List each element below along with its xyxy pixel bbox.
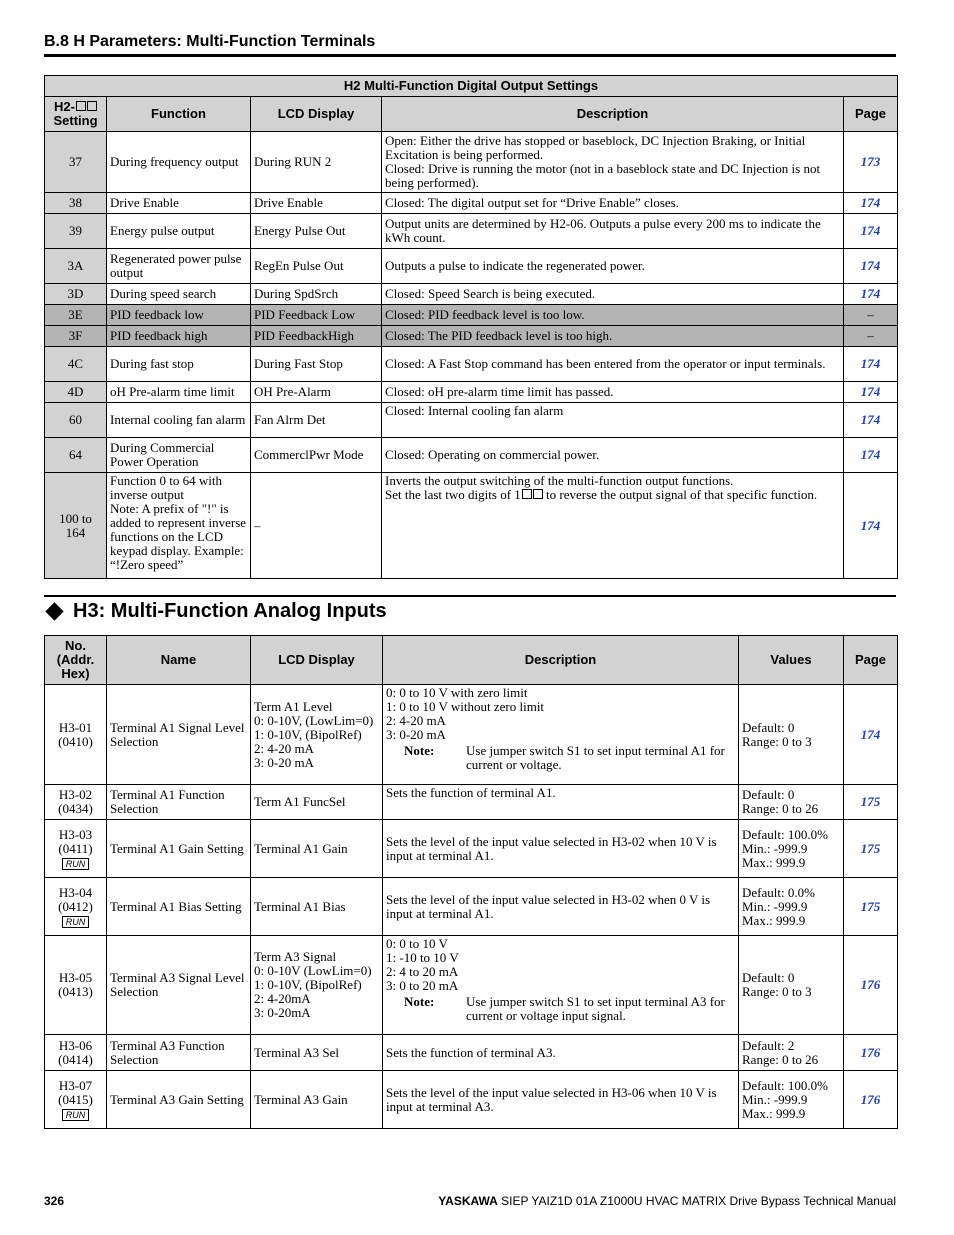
parameter-name: Terminal A1 Bias Setting: [107, 878, 251, 936]
h2-header-page: Page: [844, 97, 898, 132]
description: [383, 878, 739, 936]
setting-code: 3E: [45, 305, 107, 326]
description: [383, 820, 739, 878]
function-name: Drive Enable: [107, 193, 251, 214]
lcd-display: PID Feedback Low: [251, 305, 382, 326]
parameter-address: H3-06 (0414): [58, 1037, 93, 1067]
description: Closed: A Fast Stop command has been entered from the operator or input terminals.: [382, 347, 844, 382]
h3-header-values: Values: [739, 636, 844, 685]
description: Closed: Speed Search is being executed.: [382, 284, 844, 305]
page-link[interactable]: 176: [844, 1071, 898, 1129]
page-link[interactable]: 175: [844, 820, 898, 878]
table-row: [45, 193, 898, 214]
parameter-number: [45, 936, 107, 1035]
page-link[interactable]: 174: [844, 685, 898, 785]
function-name: Function 0 to 64 with inverse output Note: A prefix of "!" is added to represent inverse functions on the LCD keypad display. Example: “!Zero speed”: [107, 473, 251, 579]
parameter-name: Terminal A1 Function Selection: [107, 785, 251, 820]
description-text: Sets the level of the input value selected in H3-02 when 0 V is input at terminal A1.: [386, 891, 711, 921]
parameter-number: [45, 1035, 107, 1071]
box-placeholder-icon: [76, 101, 86, 111]
lcd-display: Terminal A1 Gain: [251, 820, 383, 878]
page-link: –: [844, 305, 898, 326]
parameter-number: [45, 785, 107, 820]
lcd-display: Term A1 FuncSel: [251, 785, 383, 820]
footer-manual: SIEP YAIZ1D 01A Z1000U HVAC MATRIX Drive Bypass Technical Manual: [497, 1194, 896, 1208]
section-header: B.8 H Parameters: Multi-Function Terminals: [44, 33, 376, 50]
section-rule: [44, 54, 896, 57]
description: [383, 1035, 739, 1071]
setting-code: 60: [45, 403, 107, 438]
lcd-display: During RUN 2: [251, 132, 382, 193]
parameter-number: [45, 878, 107, 936]
description: Output units are determined by H2-06. Outputs a pulse every 200 ms to indicate the kWh count.: [382, 214, 844, 249]
lcd-display: Terminal A1 Bias: [251, 878, 383, 936]
table-row: [45, 438, 898, 473]
page-link[interactable]: 174: [844, 347, 898, 382]
run-badge: RUN: [62, 858, 90, 870]
h2-header-function: Function: [107, 97, 251, 132]
box-placeholder-icon: [522, 489, 532, 499]
function-name: PID feedback low: [107, 305, 251, 326]
page-link[interactable]: 175: [844, 878, 898, 936]
footer-manual-title: [438, 1194, 896, 1208]
table-row: [45, 1071, 898, 1129]
function-name: Internal cooling fan alarm: [107, 403, 251, 438]
description: Closed: PID feedback level is too low.: [382, 305, 844, 326]
page-link[interactable]: 176: [844, 1035, 898, 1071]
table-row: [45, 685, 898, 785]
description-text: 0: 0 to 10 V with zero limit 1: 0 to 10 V without zero limit 2: 4-20 mA 3: 0-20 mA: [386, 685, 545, 742]
parameter-name: Terminal A1 Gain Setting: [107, 820, 251, 878]
h3-header-lcd: LCD Display: [251, 636, 383, 685]
lcd-display: CommerclPwr Mode: [251, 438, 382, 473]
h2-header-lcd: LCD Display: [251, 97, 382, 132]
setting-code: 39: [45, 214, 107, 249]
function-name: During speed search: [107, 284, 251, 305]
lcd-display: Terminal A3 Gain: [251, 1071, 383, 1129]
parameter-values: Default: 0 Range: 0 to 3: [739, 685, 844, 785]
setting-code: 3D: [45, 284, 107, 305]
h2-header-description: Description: [382, 97, 844, 132]
page-link[interactable]: 174: [844, 249, 898, 284]
parameter-values: Default: 0 Range: 0 to 26: [739, 785, 844, 820]
parameter-address: H3-07 (0415): [58, 1077, 93, 1107]
table-row: [45, 326, 898, 347]
parameter-address: H3-02 (0434): [58, 787, 93, 816]
note-text: Use jumper switch S1 to set input terminal A1 for current or voltage.: [466, 743, 725, 772]
table-row: [45, 249, 898, 284]
description-text: Sets the function of terminal A1.: [386, 785, 556, 800]
table-row: [45, 305, 898, 326]
parameter-values: Default: 100.0% Min.: -999.9 Max.: 999.9: [739, 820, 844, 878]
description-text: Sets the level of the input value selected in H3-06 when 10 V is input at terminal A3.: [386, 1084, 717, 1114]
description: [383, 936, 739, 1035]
parameter-name: Terminal A3 Signal Level Selection: [107, 936, 251, 1035]
description: [382, 473, 844, 579]
h2-header-setting-prefix: H2-: [54, 99, 75, 114]
function-name: oH Pre-alarm time limit: [107, 382, 251, 403]
page-link[interactable]: 176: [844, 936, 898, 1035]
page-link[interactable]: 175: [844, 785, 898, 820]
page-link[interactable]: 174: [844, 403, 898, 438]
h3-title: H3: Multi-Function Analog Inputs: [73, 600, 387, 622]
description: [383, 685, 739, 785]
table-row: [45, 214, 898, 249]
h2-header-setting: [45, 97, 107, 132]
description-text: Sets the function of terminal A3.: [386, 1044, 556, 1060]
h2-table: [44, 75, 898, 579]
h2-header-setting-suffix: Setting: [53, 113, 98, 128]
lcd-display: OH Pre-Alarm: [251, 382, 382, 403]
description: Closed: Operating on commercial power.: [382, 438, 844, 473]
lcd-display: Fan Alrm Det: [251, 403, 382, 438]
setting-code: 38: [45, 193, 107, 214]
lcd-display: Term A3 Signal 0: 0-10V (LowLim=0) 1: 0-10V, (BipolRef) 2: 4-20mA 3: 0-20mA: [251, 936, 383, 1035]
h3-header-description: Description: [383, 636, 739, 685]
description: Closed: The digital output set for “Drive Enable” closes.: [382, 193, 844, 214]
table-row: [45, 473, 898, 579]
h3-table: [44, 635, 898, 1129]
parameter-address: H3-04 (0412): [58, 884, 93, 914]
h3-header-name: Name: [107, 636, 251, 685]
page-link[interactable]: 173: [844, 132, 898, 193]
parameter-address: H3-03 (0411): [58, 826, 93, 856]
table-row: [45, 785, 898, 820]
parameter-address: H3-05 (0413): [58, 970, 93, 999]
page-link[interactable]: 174: [844, 473, 898, 579]
parameter-address: H3-01 (0410): [58, 719, 93, 749]
description-line: Inverts the output switching of the multi-function output functions.: [385, 473, 734, 488]
description: [383, 1071, 739, 1129]
setting-code: 64: [45, 438, 107, 473]
lcd-display: During Fast Stop: [251, 347, 382, 382]
lcd-display: During SpdSrch: [251, 284, 382, 305]
description: [383, 785, 739, 820]
page-link[interactable]: 174: [844, 284, 898, 305]
function-name: Energy pulse output: [107, 214, 251, 249]
table-row: [45, 403, 898, 438]
lcd-display: Term A1 Level 0: 0-10V, (LowLim=0) 1: 0-10V, (BipolRef) 2: 4-20 mA 3: 0-20 mA: [251, 685, 383, 785]
description: Closed: The PID feedback level is too high.: [382, 326, 844, 347]
function-name: PID feedback high: [107, 326, 251, 347]
footer-page-number: 326: [44, 1194, 65, 1208]
lcd-display: Energy Pulse Out: [251, 214, 382, 249]
lcd-display: RegEn Pulse Out: [251, 249, 382, 284]
setting-code: 3F: [45, 326, 107, 347]
h3-header-page: Page: [844, 636, 898, 685]
function-name: During Commercial Power Operation: [107, 438, 251, 473]
table-row: [45, 1035, 898, 1071]
h3-header-no: No. (Addr. Hex): [45, 636, 107, 685]
function-name: Regenerated power pulse output: [107, 249, 251, 284]
description-line: Set the last two digits of 1: [385, 487, 521, 502]
note-label: Note:: [404, 994, 435, 1009]
description: Closed: oH pre-alarm time limit has passed.: [382, 382, 844, 403]
parameter-number: [45, 685, 107, 785]
run-badge: RUN: [62, 1109, 90, 1121]
h2-table-title: H2 Multi-Function Digital Output Settings: [45, 76, 898, 97]
box-placeholder-icon: [533, 489, 543, 499]
setting-code: 3A: [45, 249, 107, 284]
page-link: –: [844, 326, 898, 347]
function-name: During frequency output: [107, 132, 251, 193]
parameter-number: [45, 820, 107, 878]
table-row: [45, 878, 898, 936]
run-badge: RUN: [62, 916, 90, 928]
parameter-values: Default: 0 Range: 0 to 3: [739, 936, 844, 1035]
table-row: [45, 936, 898, 1035]
description: Open: Either the drive has stopped or baseblock, DC Injection Braking, or Initial Excitation is being performed. Closed: Drive is running the motor (not in a baseblock state and DC Injection is not being performed).: [382, 132, 844, 193]
table-row: [45, 284, 898, 305]
table-row: [45, 820, 898, 878]
page-link[interactable]: 174: [844, 193, 898, 214]
box-placeholder-icon: [87, 101, 97, 111]
description-text: 0: 0 to 10 V 1: -10 to 10 V 2: 4 to 20 mA 3: 0 to 20 mA: [386, 936, 459, 993]
footer-brand: YASKAWA: [438, 1194, 498, 1208]
lcd-display: Terminal A3 Sel: [251, 1035, 383, 1071]
page-link[interactable]: 174: [844, 438, 898, 473]
table-row: [45, 382, 898, 403]
note-label: Note:: [404, 743, 435, 758]
note: [386, 995, 735, 1023]
parameter-values: Default: 100.0% Min.: -999.9 Max.: 999.9: [739, 1071, 844, 1129]
lcd-display: Drive Enable: [251, 193, 382, 214]
parameter-values: Default: 0.0% Min.: -999.9 Max.: 999.9: [739, 878, 844, 936]
note-text: Use jumper switch S1 to set input terminal A3 for current or voltage input signal.: [466, 994, 725, 1023]
setting-code: 100 to 164: [45, 473, 107, 579]
parameter-name: Terminal A3 Gain Setting: [107, 1071, 251, 1129]
description-line: to reverse the output signal of that specific function.: [542, 487, 818, 502]
setting-code: 4D: [45, 382, 107, 403]
description-text: Sets the level of the input value selected in H3-02 when 10 V is input at terminal A1.: [386, 833, 717, 863]
parameter-number: [45, 1071, 107, 1129]
page-link[interactable]: 174: [844, 382, 898, 403]
page-link[interactable]: 174: [844, 214, 898, 249]
h3-heading: [44, 600, 387, 623]
table-row: [45, 132, 898, 193]
setting-code: 37: [45, 132, 107, 193]
function-name: During fast stop: [107, 347, 251, 382]
lcd-display: –: [251, 473, 382, 579]
note: [386, 744, 735, 772]
description: Outputs a pulse to indicate the regenerated power.: [382, 249, 844, 284]
description: Closed: Internal cooling fan alarm: [382, 403, 844, 438]
parameter-values: Default: 2 Range: 0 to 26: [739, 1035, 844, 1071]
diamond-icon: [45, 602, 63, 620]
parameter-name: Terminal A1 Signal Level Selection: [107, 685, 251, 785]
h3-rule: [44, 595, 896, 597]
table-row: [45, 347, 898, 382]
setting-code: 4C: [45, 347, 107, 382]
parameter-name: Terminal A3 Function Selection: [107, 1035, 251, 1071]
lcd-display: PID FeedbackHigh: [251, 326, 382, 347]
